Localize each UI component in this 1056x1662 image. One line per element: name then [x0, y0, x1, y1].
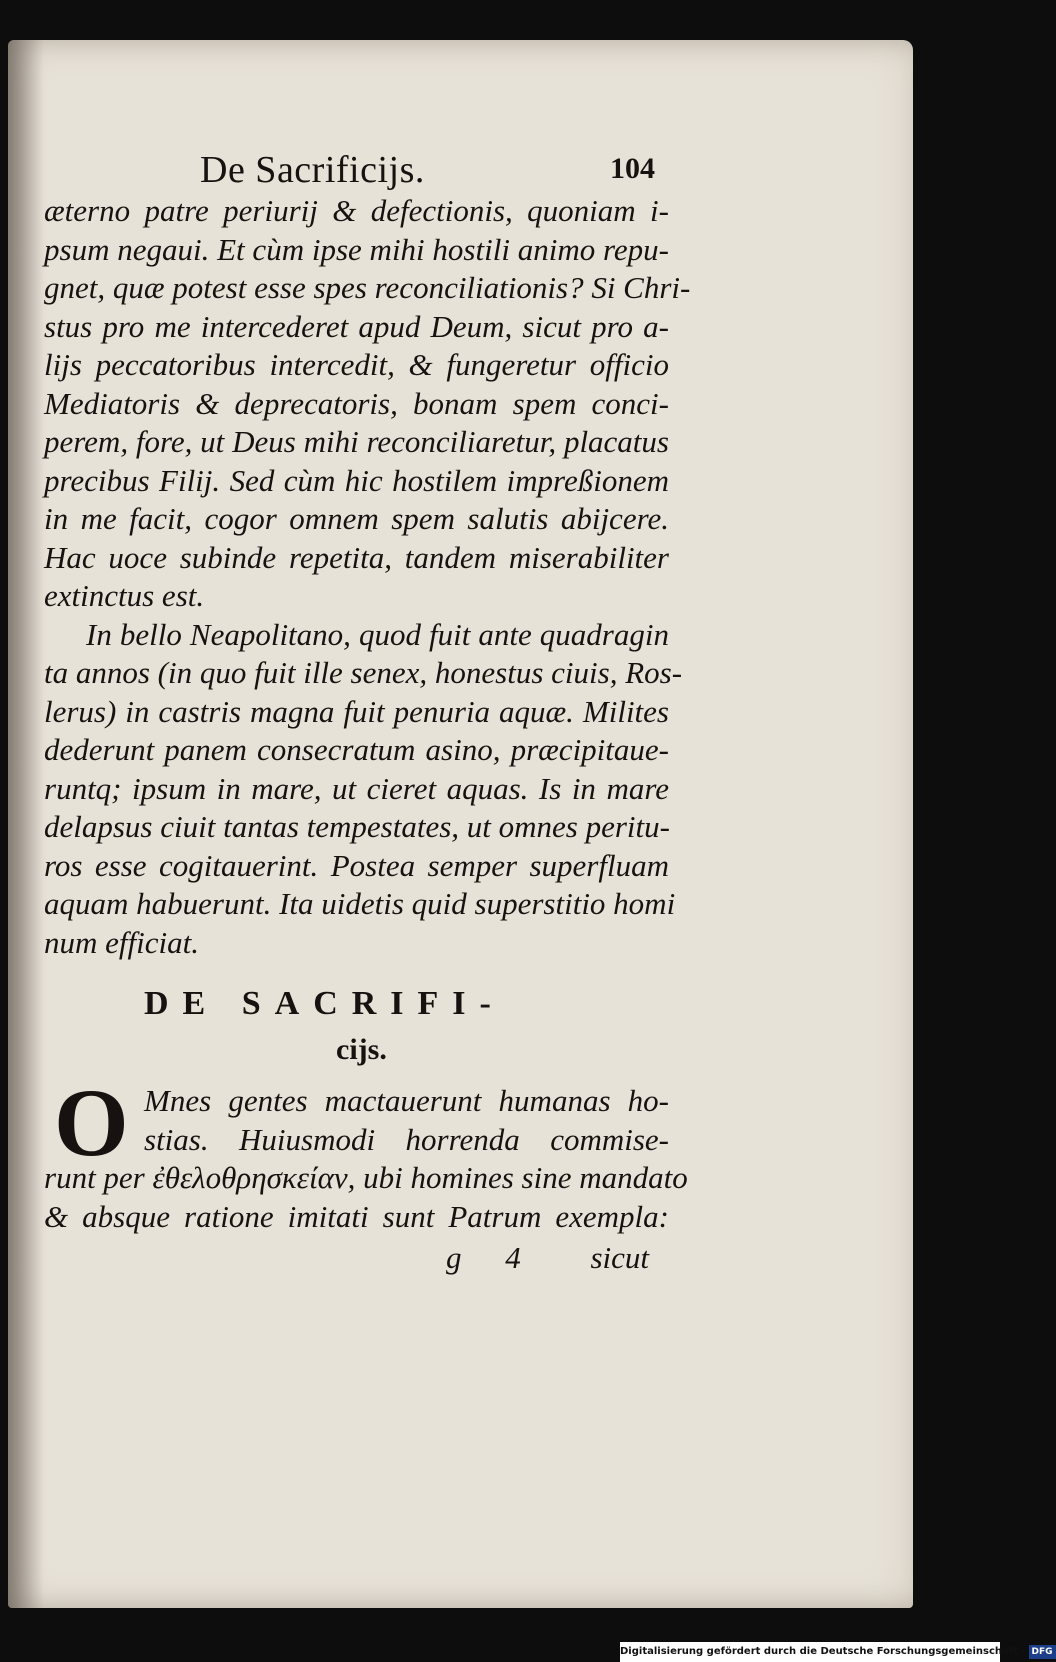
text-line: lijs peccatoribus intercedit, & fungeretur officio	[44, 347, 669, 382]
text-line: precibus Filij. Sed cùm hic hostilem impreßionem	[44, 462, 669, 498]
text-line: delapsus ciuit tantas tempestates, ut omnes peritu-	[44, 809, 670, 844]
signature-mark: g 4	[446, 1240, 539, 1275]
text-line: psum negaui. Et cùm ipse mihi hostili animo repu-	[44, 231, 669, 267]
page-number: 104	[610, 152, 655, 185]
text-line: runt per ἐθελοθρησκείαν, ubi homines sine mandato	[44, 1160, 688, 1195]
catchword: sicut	[590, 1240, 649, 1275]
catchline	[44, 1240, 669, 1284]
section-heading-continuation: cijs.	[336, 1033, 387, 1066]
text-line: Mnes gentes mactauerunt humanas ho-	[144, 1083, 669, 1118]
text-line: in me facit, cogor omnem spem salutis abijcere.	[44, 501, 669, 536]
book-page	[8, 40, 913, 1608]
running-head	[44, 118, 669, 192]
text-line: aquam habuerunt. Ita uidetis quid superstitio homi	[44, 886, 676, 921]
text-line: stias. Huiusmodi horrenda commise-	[144, 1121, 669, 1157]
text-line: extinctus est.	[44, 578, 205, 613]
text-line: Hac uoce subinde repetita, tandem miserabiliter	[44, 539, 669, 575]
running-title: De Sacrificijs.	[200, 149, 425, 191]
text-line: gnet, quæ potest esse spes reconciliationis? Si Chri-	[44, 270, 691, 305]
text-line: ros esse cogitauerint. Postea semper superfluam	[44, 847, 669, 883]
digitization-credit	[620, 1642, 1053, 1662]
paragraph-2	[44, 616, 683, 963]
text-line: dederunt panem consecratum asino, præcipitaue-	[44, 732, 669, 767]
text-line: lerus) in castris magna fuit penuria aquæ. Milites	[44, 693, 669, 729]
text-line: & absque ratione imitati sunt Patrum exempla:	[44, 1198, 669, 1234]
text-line: Mediatoris & deprecatoris, bonam spem conci-	[44, 385, 669, 421]
section-heading: DE SACRIFI-	[144, 985, 505, 1022]
drop-initial: O	[54, 1069, 129, 1176]
text-line: perem, fore, ut Deus mihi reconciliaretur, placatus	[44, 424, 669, 459]
text-line: æterno patre periurij & defectionis, quoniam i-	[44, 193, 669, 228]
paragraph-1	[44, 192, 691, 616]
text-line: ta annos (in quo fuit ille senex, honestus ciuis, Ros-	[44, 655, 683, 690]
credit-text: Digitalisierung gefördert durch die Deutsche Forschungsgemeinschaft -	[620, 1646, 1026, 1657]
text-line: runtq; ipsum in mare, ut cieret aquas. Is in mare	[44, 770, 669, 806]
gutter-shadow	[8, 40, 44, 1608]
paragraph-3	[44, 1069, 688, 1236]
dfg-logo: DFG	[1029, 1645, 1056, 1659]
text-block	[44, 118, 691, 1284]
text-line: num efficiat.	[44, 924, 199, 960]
text-line: In bello Neapolitano, quod fuit ante quadragin	[86, 616, 669, 652]
text-line: stus pro me intercederet apud Deum, sicut pro a-	[44, 308, 669, 344]
